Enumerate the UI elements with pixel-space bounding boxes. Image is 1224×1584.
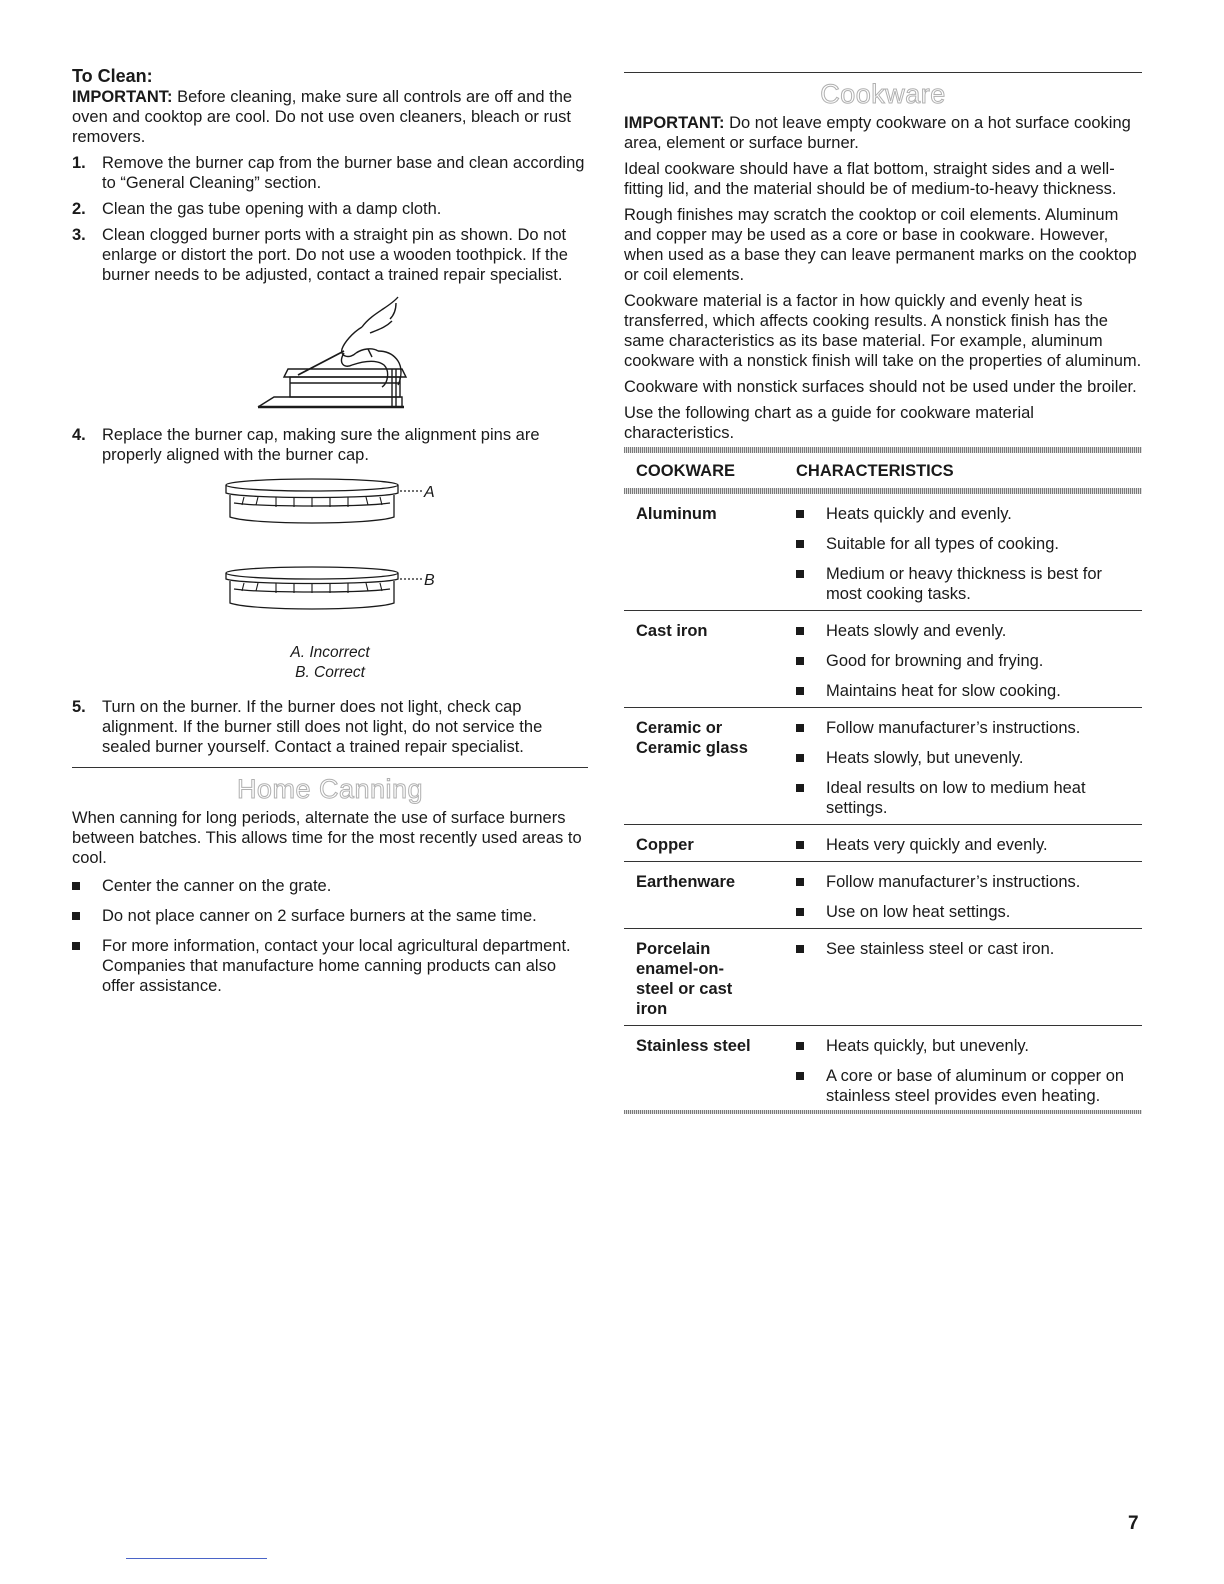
characteristic-text: Heats slowly, but unevenly. — [826, 749, 1024, 767]
table-row — [624, 862, 1142, 929]
step-number: 4. — [72, 426, 86, 444]
cookware-paragraph-3: Cookware material is a factor in how quickly and evenly heat is transferred, which affects cooking results. A nonstick finish has the same characteristics as its base material. For example, aluminum cookware with a nonstick finish will take on the properties of aluminum. — [624, 292, 1142, 370]
cookware-paragraph-2: Rough finishes may scratch the cooktop or coil elements. Aluminum and copper may be used as a core or base in cookware. However, when used as a base they can leave permanent marks on the cooktop or coil elements. — [624, 206, 1137, 284]
left-column — [72, 62, 588, 1006]
bullet-square-icon — [72, 912, 80, 920]
bullet-square-icon — [796, 540, 804, 548]
row-characteristics — [784, 1036, 1142, 1106]
step-4 — [72, 425, 588, 465]
characteristic-text: Heats quickly and evenly. — [826, 505, 1012, 523]
characteristic-text: Heats slowly and evenly. — [826, 622, 1007, 640]
step-number: 2. — [72, 200, 86, 218]
canning-bullet-2 — [72, 906, 588, 926]
caption-correct: B. Correct — [295, 664, 365, 681]
step-text: Remove the burner cap from the burner base and clean according to “General Cleaning” section. — [102, 154, 585, 192]
step-number: 5. — [72, 698, 86, 716]
important-text: Do not leave empty cookware on a hot surface cooking area, element or surface burner. — [624, 114, 1131, 152]
bullet-square-icon — [796, 841, 804, 849]
bullet-square-icon — [72, 942, 80, 950]
characteristic-text: Heats quickly, but unevenly. — [826, 1037, 1029, 1055]
row-material: Ceramic or Ceramic glass — [636, 719, 748, 757]
label-b: B — [424, 572, 435, 589]
important-label: IMPORTANT: — [72, 88, 173, 106]
characteristic — [784, 621, 1142, 641]
characteristic — [784, 534, 1142, 554]
bullet-square-icon — [796, 1042, 804, 1050]
bullet-text: For more information, contact your local agricultural department. Companies that manufacture home canning products can also offer assistance. — [102, 937, 571, 995]
table-row — [624, 825, 1142, 862]
table-row — [624, 708, 1142, 825]
step-text: Replace the burner cap, making sure the alignment pins are properly aligned with the burner cap. — [102, 426, 540, 464]
header-cookware: COOKWARE — [636, 462, 735, 480]
label-a: A — [424, 484, 435, 501]
row-material: Cast iron — [636, 622, 708, 640]
row-characteristics — [784, 718, 1142, 818]
important-text: Before cleaning, make sure all controls are off and the oven and cooktop are cool. Do not use oven cleaners, bleach or rust removers. — [72, 88, 573, 146]
cleaning-steps — [72, 153, 588, 285]
bullet-square-icon — [796, 724, 804, 732]
characteristic — [784, 1036, 1142, 1056]
cookware-important — [624, 113, 1142, 153]
row-characteristics — [784, 621, 1142, 701]
characteristic-text: See stainless steel or cast iron. — [826, 940, 1055, 958]
step-5 — [72, 697, 588, 757]
row-characteristics — [784, 504, 1142, 604]
table-row — [624, 929, 1142, 1026]
bullet-square-icon — [796, 754, 804, 762]
caption-incorrect: A. Incorrect — [290, 644, 370, 661]
characteristic-text: Use on low heat settings. — [826, 903, 1011, 921]
characteristic — [784, 939, 1142, 959]
table-row — [624, 1026, 1142, 1110]
step-number: 1. — [72, 154, 86, 172]
bullet-square-icon — [796, 1072, 804, 1080]
step-1 — [72, 153, 588, 193]
characteristic-text: Follow manufacturer’s instructions. — [826, 719, 1081, 737]
step-text: Clean clogged burner ports with a straight pin as shown. Do not enlarge or distort the port. Do not use a wooden toothpick. If the burner needs to be adjusted, contact a trained repair specialist. — [102, 226, 568, 284]
right-column — [624, 62, 1142, 1114]
section-divider — [624, 72, 1142, 73]
cookware-table — [624, 447, 1142, 1114]
table-header — [624, 453, 1142, 488]
bullet-square-icon — [796, 570, 804, 578]
characteristic — [784, 1066, 1142, 1106]
cleaning-steps-continued — [72, 425, 588, 465]
characteristic — [784, 718, 1142, 738]
row-characteristics — [784, 939, 1142, 1019]
table-row — [624, 494, 1142, 611]
characteristic — [784, 681, 1142, 701]
characteristic-text: Medium or heavy thickness is best for most cooking tasks. — [826, 565, 1103, 603]
bullet-text: Do not place canner on 2 surface burners at the same time. — [102, 907, 537, 925]
characteristic-text: A core or base of aluminum or copper on stainless steel provides even heating. — [826, 1067, 1125, 1105]
row-characteristics — [784, 835, 1142, 855]
table-row — [624, 611, 1142, 708]
step-3 — [72, 225, 588, 285]
characteristic-text: Ideal results on low to medium heat settings. — [826, 779, 1086, 817]
characteristic — [784, 835, 1142, 855]
bullet-square-icon — [796, 627, 804, 635]
characteristic — [784, 872, 1142, 892]
characteristic-text: Suitable for all types of cooking. — [826, 535, 1059, 553]
home-canning-title: Home Canning — [236, 774, 424, 804]
bullet-text: Center the canner on the grate. — [102, 877, 332, 895]
bullet-square-icon — [796, 657, 804, 665]
row-material: Aluminum — [636, 505, 717, 523]
row-material: Stainless steel — [636, 1037, 751, 1055]
footer-link-underline — [126, 1558, 267, 1559]
table-bottom-hatch — [624, 1110, 1142, 1114]
to-clean-heading: To Clean: — [72, 66, 153, 86]
bullet-square-icon — [796, 878, 804, 886]
bullet-square-icon — [72, 882, 80, 890]
characteristic-text: Maintains heat for slow cooking. — [826, 682, 1061, 700]
cookware-paragraph-4: Cookware with nonstick surfaces should not be used under the broiler. — [624, 378, 1137, 396]
characteristic-text: Heats very quickly and evenly. — [826, 836, 1048, 854]
step-text: Turn on the burner. If the burner does not light, check cap alignment. If the burner still does not light, do not service the sealed burner yourself. Contact a trained repair specialist. — [102, 698, 543, 756]
bullet-square-icon — [796, 784, 804, 792]
canning-bullet-1 — [72, 876, 588, 896]
cookware-paragraph-1: Ideal cookware should have a flat bottom, straight sides and a well-fitting lid, and the material should be of medium-to-heavy thickness. — [624, 160, 1117, 198]
canning-bullet-3 — [72, 936, 588, 996]
characteristic-text: Follow manufacturer’s instructions. — [826, 873, 1081, 891]
characteristic — [784, 651, 1142, 671]
step-2 — [72, 199, 588, 219]
figure-caption — [72, 643, 588, 683]
row-characteristics — [784, 872, 1142, 922]
pin-cleaning-illustration — [72, 291, 588, 417]
step-number: 3. — [72, 226, 86, 244]
cleaning-steps-final — [72, 697, 588, 757]
cookware-paragraph-5: Use the following chart as a guide for cookware material characteristics. — [624, 404, 1034, 442]
important-label: IMPORTANT: — [624, 114, 725, 132]
page-number: 7 — [1128, 1513, 1139, 1534]
bullet-square-icon — [796, 945, 804, 953]
characteristic — [784, 778, 1142, 818]
characteristic — [784, 748, 1142, 768]
home-canning-bullets — [72, 876, 588, 996]
step-text: Clean the gas tube opening with a damp cloth. — [102, 200, 442, 218]
bullet-square-icon — [796, 687, 804, 695]
row-material: Porcelain enamel-on-steel or cast iron — [636, 940, 733, 1018]
characteristic — [784, 504, 1142, 524]
row-material: Earthenware — [636, 873, 736, 891]
characteristic — [784, 902, 1142, 922]
characteristic — [784, 564, 1142, 604]
bullet-square-icon — [796, 510, 804, 518]
cookware-title: Cookware — [820, 79, 946, 109]
characteristic-text: Good for browning and frying. — [826, 652, 1044, 670]
section-divider — [72, 767, 588, 768]
cap-alignment-illustration — [72, 471, 588, 637]
home-canning-intro: When canning for long periods, alternate the use of surface burners between batches. This allows time for the most recently used areas to cool. — [72, 809, 582, 867]
to-clean-important — [72, 87, 588, 147]
row-material: Copper — [636, 836, 694, 854]
header-characteristics: CHARACTERISTICS — [796, 462, 954, 480]
bullet-square-icon — [796, 908, 804, 916]
